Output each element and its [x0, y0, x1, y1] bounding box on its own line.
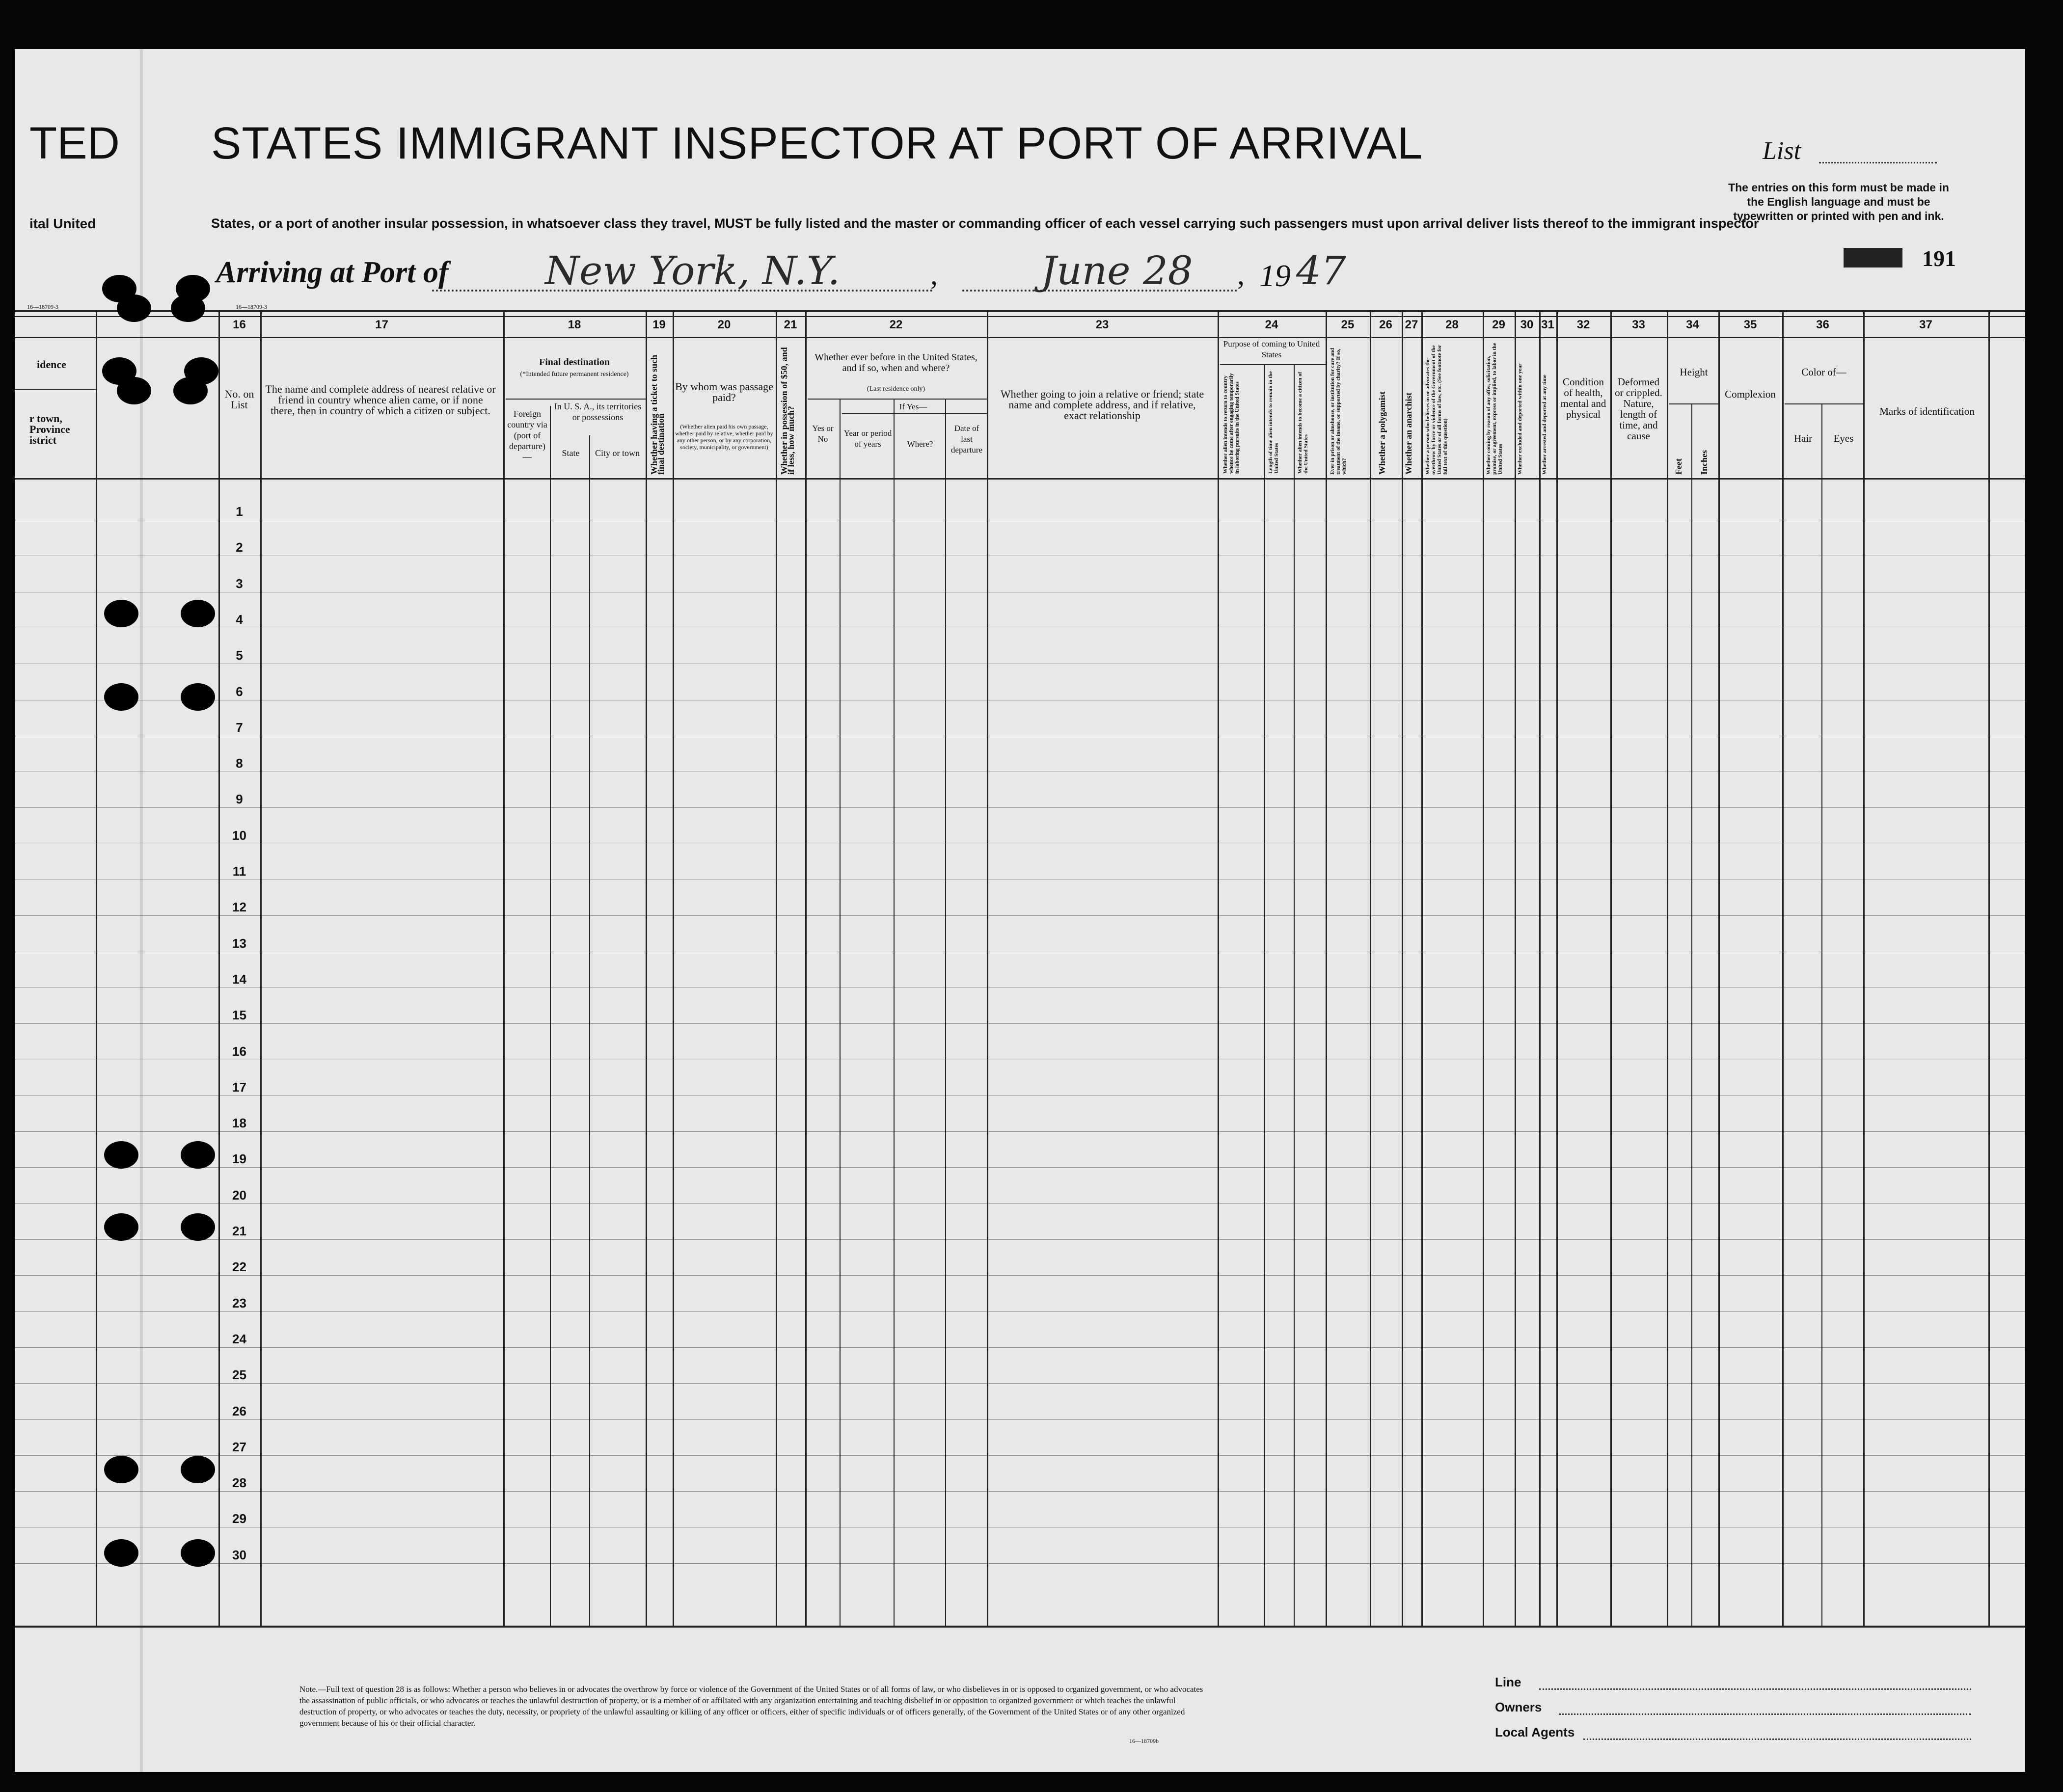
subheader-rule	[842, 413, 987, 414]
header-hair: Hair	[1793, 432, 1813, 444]
local-agents-field[interactable]	[1583, 1739, 1971, 1740]
col-divider	[673, 310, 674, 1626]
row-number: 13	[232, 936, 246, 951]
row-number: 9	[236, 792, 243, 807]
header-polygamist: Whether a polygamist	[1377, 391, 1387, 475]
colnum-20: 20	[717, 318, 731, 331]
comma-separator-2: ,	[1237, 258, 1245, 291]
list-label: List	[1763, 137, 1801, 165]
col-divider	[1610, 310, 1612, 1626]
table-bottom-rule	[15, 1626, 2025, 1628]
punch-hole	[104, 1456, 138, 1483]
table-top-rule	[15, 310, 2025, 312]
punch-hole	[173, 377, 208, 404]
comma-separator: ,	[930, 258, 938, 291]
redaction-mark	[1844, 248, 1902, 267]
line-field[interactable]	[1539, 1688, 1971, 1690]
col-divider	[894, 399, 895, 1626]
row-rule	[15, 1419, 2025, 1420]
header-eyes: Eyes	[1833, 432, 1854, 444]
colnum-29: 29	[1492, 318, 1505, 331]
header-marks: Marks of identification	[1879, 405, 1975, 417]
header-excluded: Whether excluded and deported within one year	[1517, 363, 1523, 475]
punch-hole	[181, 1539, 215, 1567]
left-col-fragment: idence	[37, 358, 66, 371]
row-number: 24	[232, 1331, 246, 1346]
subheader-rule	[506, 399, 646, 400]
header-if-yes: If Yes—	[899, 402, 927, 411]
punch-hole	[171, 294, 205, 322]
col-divider	[776, 310, 777, 1626]
colnum-18: 18	[568, 318, 581, 331]
subheader-rule	[1785, 403, 1863, 404]
row-number: 8	[236, 756, 243, 771]
subheader-rule	[1669, 403, 1718, 404]
header-deformed: Deformed or crippled. Nature, length of time, and cause	[1615, 376, 1662, 442]
header-purpose-citizen: Whether alien intends to become a citizen of the United States	[1297, 372, 1309, 474]
header-state: State	[562, 448, 580, 458]
left-col-fragment: Province	[29, 423, 70, 435]
left-fragment-title: TED	[29, 118, 120, 168]
port-handwritten[interactable]: New York, N.Y.	[545, 248, 841, 294]
col-divider	[1863, 310, 1865, 1626]
header-ticket: Whether having a ticket to such final destination	[649, 354, 666, 475]
row-rule	[15, 1563, 2025, 1564]
row-number: 2	[236, 540, 243, 555]
page-subtitle: States, or a port of another insular possession, in whatsoever class they travel, MUST be fully listed and the master or commanding officer of each vessel carrying such passengers must upon arrival deliver lists thereof to the immigrant inspector	[211, 216, 1759, 231]
col-divider	[1370, 310, 1371, 1626]
colnum-35: 35	[1743, 318, 1757, 331]
row-rule	[15, 1491, 2025, 1492]
row-number: 1	[236, 504, 243, 519]
page-title: STATES IMMIGRANT INSPECTOR AT PORT OF ARRIVAL	[211, 118, 1423, 168]
col-divider	[1515, 310, 1516, 1626]
colnum-32: 32	[1576, 318, 1590, 331]
header-feet: Feet	[1674, 458, 1683, 475]
row-number: 4	[236, 612, 243, 627]
header-inches: Inches	[1699, 450, 1709, 475]
colnum-16: 16	[233, 318, 246, 331]
row-rule	[15, 1167, 2025, 1168]
col-divider	[987, 310, 988, 1626]
punch-hole	[181, 1213, 215, 1241]
subheader-rule	[1220, 364, 1326, 365]
col-divider	[945, 399, 946, 1626]
col-divider	[503, 310, 505, 1626]
header-passage-paid: By whom was passage paid?	[675, 380, 773, 403]
subheader-rule	[808, 399, 987, 400]
row-number: 17	[232, 1079, 246, 1095]
row-number: 22	[232, 1259, 246, 1275]
row-number: 29	[232, 1511, 246, 1526]
left-col-fragment: istrict	[29, 434, 56, 446]
row-number: 23	[232, 1295, 246, 1311]
local-agents-label: Local Agents	[1495, 1725, 1575, 1739]
col-divider	[1667, 310, 1668, 1626]
col-divider	[1782, 310, 1784, 1626]
col-divider	[1294, 364, 1295, 1626]
row-rule	[15, 1239, 2025, 1240]
punch-hole	[181, 683, 215, 711]
header-purpose-length: Length of time alien intends to remain in the United States	[1268, 371, 1279, 474]
header-no-on-list: No. on List	[224, 388, 254, 411]
row-number: 28	[232, 1475, 246, 1491]
col-divider	[1421, 310, 1423, 1626]
header-prison: Ever in prison or almshouse, or institution for care and treatment of the insane, or supported by charity? If so, which?	[1330, 348, 1347, 475]
col-divider	[1218, 310, 1219, 1626]
header-labor-offer: Whether coming by reason of any offer, solicitation, promise, or agreement, express or implied, to labor in the United States	[1486, 343, 1503, 475]
header-anarchist: Whether an anarchist	[1404, 392, 1413, 475]
footnote-question-28: Note.—Full text of question 28 is as follows: Whether a person who believes in or advocates the overthrow by force or violence of the Government of the United States or of all forms of law, or who disbelieves in or is opposed to organized government, or who advocates the assassination of public officials, or who advocates or teaches the unlawful destruction of property, or is a member of or affiliated with any organization entertaining and teaching disbelief in or opposition to organized government or which teaches the unlawful destruction of property, or who advocates or teaches the duty, necessity, or propriety of the unlawful assaulting or killing of any officer or officers, either of specific individuals or of officers generally, of the Government of the United States or of any other organized government because of his or their official character.	[299, 1685, 1203, 1728]
row-number: 11	[232, 864, 246, 879]
colnum-17: 17	[375, 318, 388, 331]
col-divider	[1326, 310, 1327, 1626]
col-divider	[805, 310, 807, 1626]
row-rule	[15, 1383, 2025, 1384]
colnum-21: 21	[784, 318, 797, 331]
header-fifty-dollars: Whether in possession of $50, and if less, how much?	[779, 347, 796, 475]
year-handwritten[interactable]: 47	[1296, 248, 1346, 294]
punch-hole	[117, 294, 151, 322]
col-divider	[1718, 310, 1720, 1626]
row-number: 26	[232, 1403, 246, 1418]
header-join-relative: Whether going to join a relative or friend; state name and complete address, and if relative, exact relationship	[1000, 388, 1204, 422]
header-complexion: Complexion	[1725, 388, 1776, 400]
header-bottom-rule	[15, 478, 2025, 480]
row-rule	[15, 1455, 2025, 1456]
punch-hole	[104, 1141, 138, 1169]
row-number: 10	[232, 828, 246, 843]
table-top-rule-2	[15, 316, 2025, 317]
col-divider	[840, 399, 841, 1626]
colnum-30: 30	[1520, 318, 1534, 331]
colnum-28: 28	[1445, 318, 1459, 331]
col-divider	[1539, 310, 1541, 1626]
punch-hole	[181, 1456, 215, 1483]
punch-hole	[181, 1141, 215, 1169]
header-city: City or town	[595, 448, 640, 458]
row-rule	[15, 1311, 2025, 1312]
col-divider	[1988, 310, 1990, 1626]
printed-year: 191	[1922, 246, 1956, 271]
row-number: 16	[232, 1043, 246, 1059]
colnum-24: 24	[1265, 318, 1278, 331]
manifest-table	[15, 310, 2025, 1626]
colnum-31: 31	[1541, 318, 1554, 331]
year-prefix: 19	[1259, 258, 1291, 293]
row-number: 6	[236, 684, 243, 699]
colnum-34: 34	[1686, 318, 1699, 331]
row-rule	[15, 807, 2025, 808]
owners-field[interactable]	[1559, 1713, 1971, 1715]
colnum-37: 37	[1919, 318, 1932, 331]
header-final-destination: Final destination	[539, 357, 610, 368]
colnum-19: 19	[652, 318, 666, 331]
left-col-fragment: r town,	[29, 412, 62, 425]
col-divider	[260, 310, 262, 1626]
row-rule	[15, 915, 2025, 916]
header-in-usa: In U. S. A., its territories or possessions	[554, 401, 642, 422]
punch-hole	[104, 1213, 138, 1241]
row-rule	[15, 1131, 2025, 1132]
punch-hole	[181, 600, 215, 627]
row-number: 27	[232, 1439, 246, 1454]
col-divider	[589, 435, 590, 1626]
header-foreign-country: Foreign country via (port of departure)—	[507, 409, 547, 462]
left-fragment-subtitle: ital United	[29, 216, 96, 231]
punch-hole	[117, 377, 151, 404]
form-code-left: 16—18709-3	[27, 303, 58, 310]
col-divider	[1483, 310, 1484, 1626]
colnum-27: 27	[1405, 318, 1418, 331]
col-divider	[1402, 310, 1403, 1626]
col-divider	[1691, 403, 1692, 1626]
owners-label: Owners	[1495, 1700, 1542, 1714]
header-ever-before: Whether ever before in the United States, and if so, when and where?	[814, 352, 977, 374]
header-last-departure: Date of last departure	[950, 424, 983, 455]
line-label: Line	[1495, 1675, 1521, 1689]
header-where: Where?	[907, 439, 933, 449]
col-divider	[550, 406, 551, 1626]
colnum-36: 36	[1816, 318, 1829, 331]
colnum-22: 22	[889, 318, 903, 331]
header-nearest-relative: The name and complete address of nearest relative or friend in country whence alien came, or if none there, then in country of which a citizen or subject.	[265, 383, 496, 417]
row-number: 15	[232, 1008, 246, 1023]
form-code: 16—18709-3	[236, 303, 267, 310]
header-year-period: Year or period of years	[843, 428, 892, 449]
punch-hole	[104, 683, 138, 711]
row-number: 19	[232, 1151, 246, 1167]
row-number: 14	[232, 971, 246, 987]
colnum-26: 26	[1379, 318, 1392, 331]
row-number: 12	[232, 900, 246, 915]
instructions-notice: The entries on this form must be made in the English language and must be typewritten or printed with pen and ink.	[1728, 181, 1949, 222]
header-arrested: Whether arrested and deported at any time	[1542, 374, 1547, 475]
colnum-33: 33	[1632, 318, 1645, 331]
colnum-rule	[15, 337, 2025, 338]
col-divider	[96, 310, 97, 1626]
header-yes-no: Yes or No	[812, 424, 834, 444]
header-final-destination-note: (*Intended future permanent residence)	[520, 371, 629, 378]
header-color: Color of—	[1801, 366, 1846, 378]
col-divider	[646, 310, 647, 1626]
list-number-line[interactable]	[1819, 162, 1937, 163]
row-rule	[15, 1275, 2025, 1276]
row-number: 7	[236, 720, 243, 735]
row-number: 25	[232, 1367, 246, 1383]
colnum-23: 23	[1095, 318, 1109, 331]
header-purpose-return: Whether alien intends to return to country whence he came after engaging temporarily in laboring pursuits in the United States	[1222, 373, 1240, 474]
header-purpose: Purpose of coming to United States	[1223, 339, 1320, 359]
row-number: 3	[236, 576, 243, 591]
header-ever-before-note: (Last residence only)	[867, 385, 925, 393]
row-number: 5	[236, 648, 243, 663]
header-health: Condition of health, mental and physical	[1560, 376, 1606, 420]
col-divider	[1264, 364, 1265, 1626]
colnum-25: 25	[1341, 318, 1355, 331]
row-number: 18	[232, 1116, 246, 1131]
header-height: Height	[1680, 366, 1708, 378]
row-rule	[15, 1347, 2025, 1348]
header-overthrow: Whether a person who believes in or advocates the overthrow by force or violence of the Government of the United States or of all forms of law, etc. (See footnote for full text of this question)	[1425, 345, 1448, 475]
row-number: 21	[232, 1224, 246, 1238]
punch-hole	[104, 600, 138, 627]
date-handwritten[interactable]: June 28	[1041, 248, 1193, 294]
form-code-footer: 16—18709b	[1129, 1738, 1159, 1744]
col-divider	[1821, 403, 1822, 1626]
left-fragment-rule	[15, 389, 96, 390]
punch-hole	[104, 1539, 138, 1567]
row-number: 30	[232, 1547, 246, 1562]
row-number: 20	[232, 1187, 246, 1203]
row-rule	[15, 1023, 2025, 1024]
col-divider	[1556, 310, 1558, 1626]
header-passage-note: (Whether alien paid his own passage, whether paid by relative, whether paid by any other person, or by any corporation, society, municipality, or government)	[675, 423, 773, 451]
arriving-label: Arriving at Port of	[216, 256, 449, 289]
